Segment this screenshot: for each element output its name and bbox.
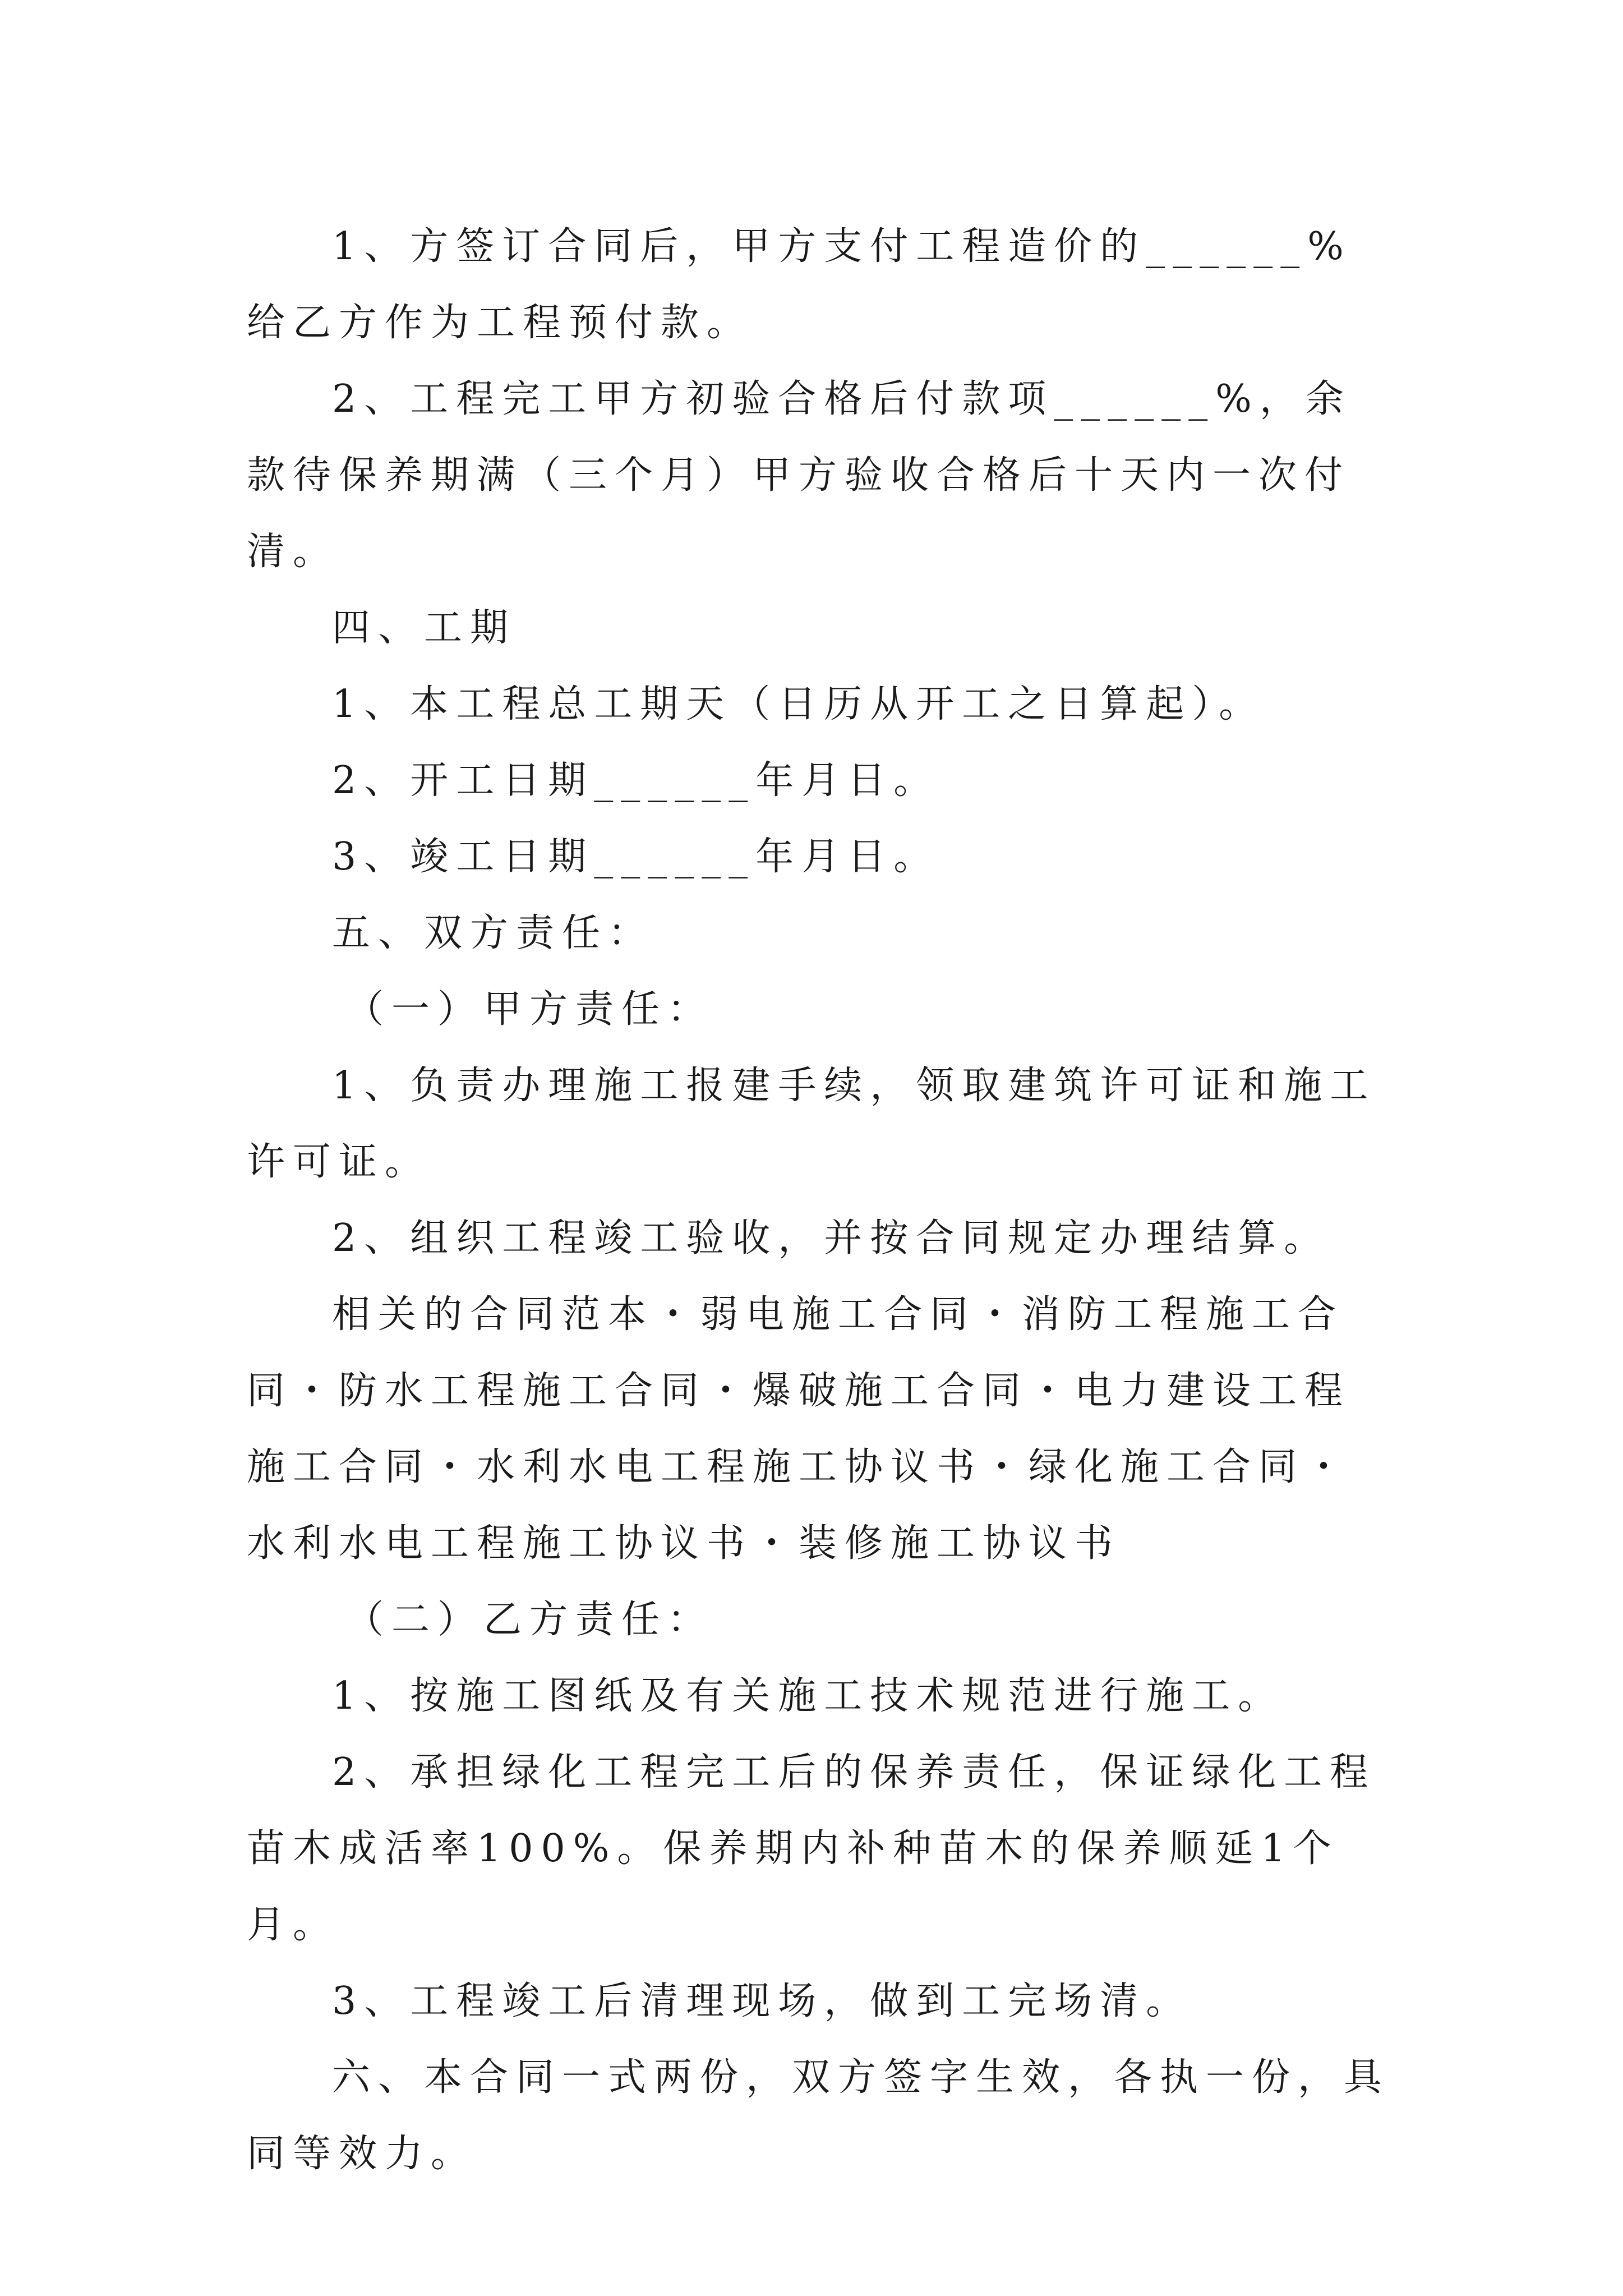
paragraph-advance-payment: 1、方签订合同后，甲方支付工程造价的______%给乙方作为工程预付款。	[247, 224, 1352, 345]
paragraph-party-b-construction: 1、按施工图纸及有关施工技术规范进行施工。	[332, 1674, 1284, 1718]
paragraph-start-date: 2、开工日期______年月日。	[332, 758, 940, 803]
contract-body	[247, 209, 1391, 2192]
paragraph-related-templates: 相关的合同范本・弱电施工合同・消防工程施工合同・防水工程施工合同・爆破施工合同・电力建设工程施工合同・水利水电工程施工协议书・绿化施工合同・水利水电工程施工协议书・装修施工协议书	[247, 1292, 1351, 1566]
paragraph-party-b-maintenance: 2、承担绿化工程完工后的保养责任，保证绿化工程苗木成活率100%。保养期内补种苗木的保养顺延1个月。	[247, 1750, 1376, 1947]
paragraph-party-a-acceptance: 2、组织工程竣工验收，并按合同规定办理结算。	[332, 1216, 1330, 1260]
paragraph-total-duration: 1、本工程总工期天（日历从开工之日算起）。	[332, 682, 1265, 726]
paragraph-completion-date: 3、竣工日期______年月日。	[332, 835, 940, 879]
subheading-party-b: （二）乙方责任：	[345, 1598, 714, 1642]
subheading-party-a: （一）甲方责任：	[345, 987, 714, 1032]
paragraph-final-payment: 2、工程完工甲方初验合格后付款项______%，余款待保养期满（三个月）甲方验收合格后十天内一次付清。	[247, 377, 1352, 574]
paragraph-copies-validity: 六、本合同一式两份，双方签字生效，各执一份，具同等效力。	[247, 2055, 1390, 2176]
paragraph-party-b-cleanup: 3、工程竣工后清理现场，做到工完场清。	[332, 1979, 1192, 2023]
section-heading-schedule: 四、工期	[332, 606, 517, 650]
paragraph-party-a-permits: 1、负责办理施工报建手续，领取建筑许可证和施工许可证。	[247, 1064, 1376, 1184]
section-heading-responsibilities: 五、双方责任：	[332, 911, 654, 955]
